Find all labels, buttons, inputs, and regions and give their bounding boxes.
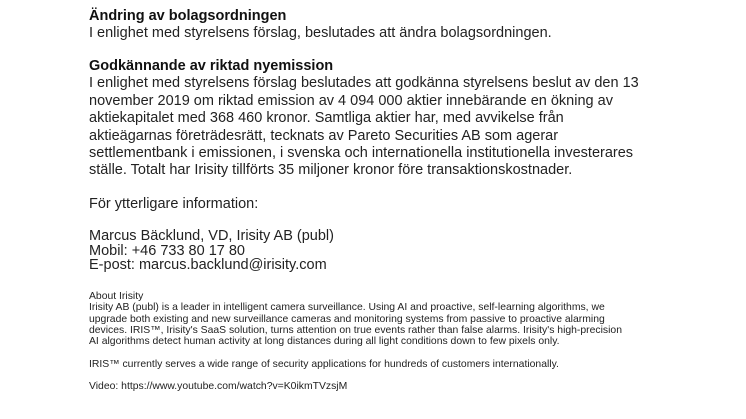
body-line: aktieägarnas företrädesrätt, tecknats av Pareto Securities AB som agerar: [89, 127, 559, 144]
body-line: november 2019 om riktad emission av 4 094 000 aktier innebärande en ökning av: [89, 92, 613, 109]
contact-email[interactable]: E-post: marcus.backlund@irisity.com: [89, 257, 327, 274]
about-line: upgrade both existing and new surveillance cameras and monitoring systems from passive to proactive alarming: [89, 313, 605, 325]
section-body-share-issue: [89, 75, 689, 179]
body-line: settlementbank i emissionen, i svenska och internationella institutionella investerares: [89, 145, 634, 162]
contact-block: [89, 229, 689, 273]
section-heading-bylaws: Ändring av bolagsordningen: [89, 8, 287, 24]
spacer: [89, 42, 689, 58]
spacer: [89, 348, 689, 359]
contact-phone: Mobil: +46 733 80 17 80: [89, 242, 245, 259]
about-block: [89, 291, 689, 393]
document-page: [89, 8, 689, 393]
spacer: [89, 180, 689, 196]
spacer: [89, 370, 689, 381]
body-line: ställe. Totalt har Irisity tillförts 35 miljoner kronor före transaktionskostnader.: [89, 162, 573, 179]
section-heading-share-issue: Godkännande av riktad nyemission: [89, 58, 334, 75]
spacer: [89, 273, 689, 291]
body-line: aktiekapitalet med 368 460 kronor. Samtliga aktier har, med avvikelse från: [89, 110, 564, 127]
body-line: I enlighet med styrelsens förslag, beslutades att ändra bolagsordningen.: [89, 25, 552, 41]
about-line: devices. IRIS™, Irisity's SaaS solution, turns attention on true events rather than false alarms. Irisity's high-precision: [89, 324, 622, 336]
info-label: För ytterligare information:: [89, 195, 259, 212]
body-line: I enlighet med styrelsens förslag beslutades att godkänna styrelsens beslut av den 13: [89, 75, 639, 92]
spacer: [89, 213, 689, 229]
video-link[interactable]: Video: https://www.youtube.com/watch?v=K0ikmTVzsjM: [89, 381, 348, 393]
section-body-bylaws: [89, 25, 689, 42]
about-line: AI algorithms detect human activity at long distances during all light conditions down to few pixels only.: [89, 336, 560, 348]
about-line: Irisity AB (publ) is a leader in intelligent camera surveillance. Using AI and proactive, self-learning algorithms, we: [89, 302, 605, 314]
contact-name: Marcus Bäcklund, VD, Irisity AB (publ): [89, 228, 334, 245]
about-serves: IRIS™ currently serves a wide range of security applications for hundreds of customers internationally.: [89, 358, 559, 370]
about-heading: About Irisity: [89, 290, 144, 302]
